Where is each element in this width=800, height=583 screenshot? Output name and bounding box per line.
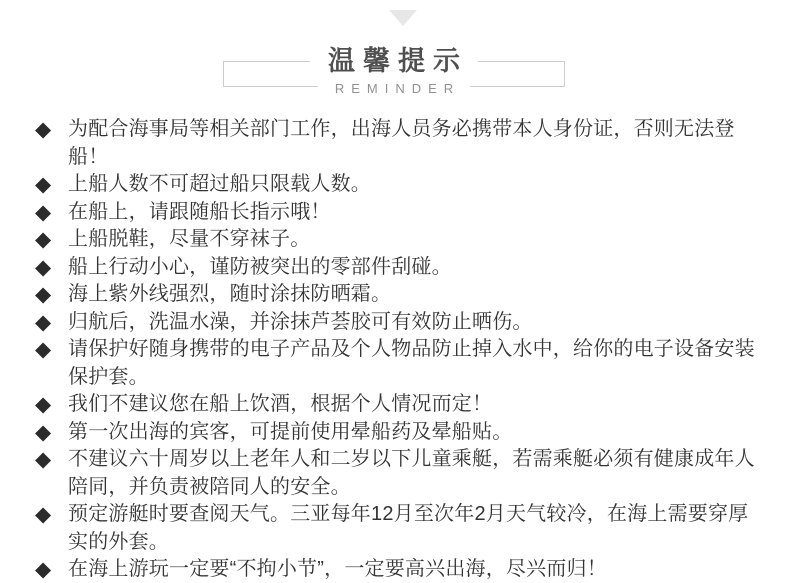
diamond-bullet-icon: ◆ <box>35 173 52 196</box>
notice-text: 不建议六十周岁以上老年人和二岁以下儿童乘艇，若需乘艇必须有健康成年人陪同，并负责被陪同人的安全。 <box>68 448 755 498</box>
diamond-bullet-icon: ◆ <box>35 338 52 361</box>
list-item <box>35 254 767 282</box>
diamond-bullet-icon: ◆ <box>35 283 52 306</box>
list-item <box>35 281 767 309</box>
notice-text: 上船脱鞋，尽量不穿袜子。 <box>68 228 311 250</box>
triangle-down-icon <box>389 10 417 26</box>
list-item <box>35 336 767 391</box>
notice-text: 预定游艇时要查阅天气。三亚每年12月至次年2月天气较冷，在海上需要穿厚实的外套。 <box>68 503 749 553</box>
list-item <box>35 171 767 199</box>
notice-text: 海上紫外线强烈，随时涂抹防晒霜。 <box>68 283 392 305</box>
subtitle-row <box>223 80 565 98</box>
list-item <box>35 419 767 447</box>
list-item <box>35 199 767 227</box>
notice-list <box>35 116 767 583</box>
notice-text: 船上行动小心，谨防被突出的零部件刮碰。 <box>68 255 452 278</box>
notice-text: 请保护好随身携带的电子产品及个人物品防止掉入水中，给你的电子设备安装保护套。 <box>68 338 755 388</box>
list-item <box>35 391 767 419</box>
diamond-bullet-icon: ◆ <box>35 118 52 141</box>
diamond-bullet-icon: ◆ <box>35 393 52 416</box>
diamond-bullet-icon: ◆ <box>35 448 52 471</box>
list-item <box>35 501 767 556</box>
diamond-bullet-icon: ◆ <box>35 255 52 279</box>
title-row <box>223 47 565 76</box>
notice-text: 在海上游玩一定要“不拘小节”，一定要高兴出海，尽兴而归！ <box>68 558 607 580</box>
diamond-bullet-icon: ◆ <box>35 310 52 334</box>
diamond-bullet-icon: ◆ <box>35 200 52 224</box>
notice-text: 在船上，请跟随船长指示哦！ <box>68 200 331 223</box>
list-item <box>35 309 767 337</box>
page-subtitle: REMINDER <box>318 81 470 96</box>
notice-text: 归航后，洗温水澡，并涂抹芦荟胶可有效防止晒伤。 <box>68 310 533 333</box>
list-item <box>35 116 767 171</box>
list-item <box>35 556 767 583</box>
notice-text: 上船人数不可超过船只限载人数。 <box>68 173 371 195</box>
page-title: 温馨提示 <box>310 47 478 76</box>
list-item <box>35 226 767 254</box>
diamond-bullet-icon: ◆ <box>35 420 52 444</box>
diamond-bullet-icon: ◆ <box>35 558 52 581</box>
notice-text: 我们不建议您在船上饮酒，根据个人情况而定！ <box>68 393 493 415</box>
diamond-bullet-icon: ◆ <box>35 503 52 526</box>
notice-text: 第一次出海的宾客，可提前使用晕船药及晕船贴。 <box>68 420 513 443</box>
notice-text: 为配合海事局等相关部门工作，出海人员务必携带本人身份证，否则无法登船！ <box>68 118 735 168</box>
list-item <box>35 446 767 501</box>
diamond-bullet-icon: ◆ <box>35 228 52 251</box>
